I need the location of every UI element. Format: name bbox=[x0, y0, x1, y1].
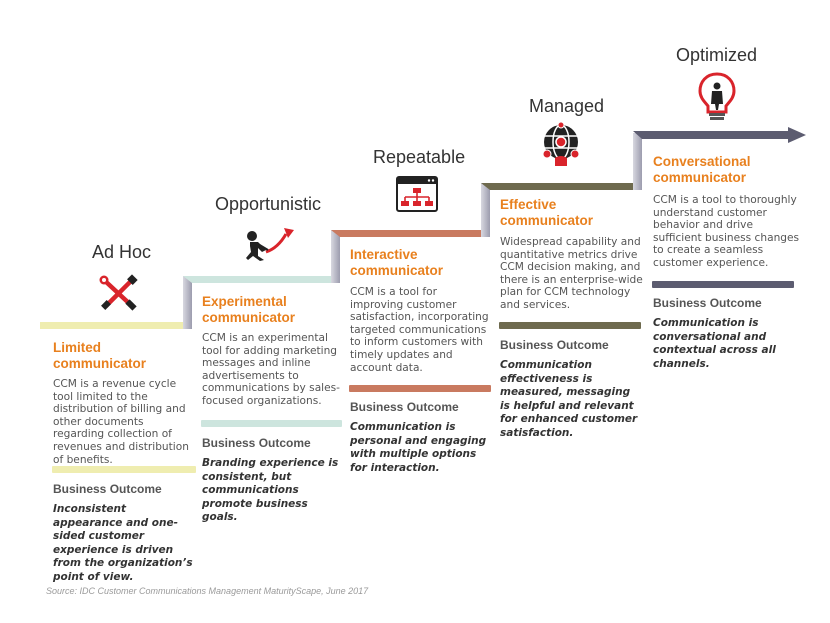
stage-5-title-line1: Conversational bbox=[653, 154, 751, 169]
step-2-tread bbox=[183, 276, 339, 283]
stage-2-bar bbox=[201, 420, 342, 427]
person-pulling-arrow-icon bbox=[244, 222, 300, 262]
stage-4-outcome: Communication effectiveness is measured, messaging is helpful and relevant for enhanced customer satisfaction. bbox=[500, 359, 638, 439]
stage-3-outcome-label: Business Outcome bbox=[350, 400, 459, 414]
stage-4-title-line2: communicator bbox=[500, 213, 594, 228]
step-5-arrow bbox=[633, 127, 806, 143]
stage-2-description: CCM is an experimental tool for adding marketing messages and inline advertisements to communications by sales-focused organizations. bbox=[202, 332, 340, 407]
source-note: Source: IDC Customer Communications Management MaturityScape, June 2017 bbox=[46, 586, 369, 596]
stage-2-outcome: Branding experience is consistent, but communications promote business goals. bbox=[202, 457, 339, 523]
stage-4-outcome-label: Business Outcome bbox=[500, 338, 609, 352]
stage-2-title-line2: communicator bbox=[202, 310, 296, 325]
lightbulb-person-icon bbox=[698, 72, 736, 122]
step-2-riser bbox=[331, 230, 340, 283]
stage-name-ad-hoc: Ad Hoc bbox=[92, 242, 152, 262]
step-3-tread bbox=[331, 230, 489, 237]
globe-network-person-icon bbox=[541, 122, 581, 166]
stage-1-description: CCM is a revenue cycle tool limited to the distribution of billing and other documents regarding collection of revenues and distribution of benefits. bbox=[53, 378, 189, 466]
stage-5-description: CCM is a tool to thoroughly understand customer behavior and drive sufficient business changes to create a seamless customer experience. bbox=[653, 194, 800, 269]
stage-5-bar bbox=[652, 281, 794, 288]
stage-4-bar bbox=[499, 322, 641, 329]
step-1-tread bbox=[40, 322, 192, 329]
stage-2-outcome-label: Business Outcome bbox=[202, 436, 311, 450]
stage-name-opportunistic: Opportunistic bbox=[215, 194, 322, 214]
stage-3-bar bbox=[349, 385, 491, 392]
stage-1-outcome-label: Business Outcome bbox=[53, 482, 162, 496]
step-3-riser bbox=[481, 183, 490, 237]
stage-3-outcome: Communication is personal and engaging with multiple options for interaction. bbox=[350, 421, 487, 474]
stage-1-outcome: Inconsistent appearance and one-sided customer experience is driven from the organization’s point of view. bbox=[53, 503, 193, 583]
browser-sitemap-icon bbox=[396, 176, 438, 212]
stage-4-title-line1: Effective bbox=[500, 197, 557, 212]
stage-4-title bbox=[500, 197, 593, 229]
tools-icon bbox=[98, 274, 140, 312]
step-4-tread bbox=[481, 183, 641, 190]
stage-1-bar bbox=[52, 466, 196, 473]
stage-1-title bbox=[53, 340, 146, 372]
stage-4-description: Widespread capability and quantitative metrics drive CCM decision making, and there is an enterprise-wide plan for CCM technology and services. bbox=[500, 236, 643, 311]
stage-2-title bbox=[202, 294, 295, 326]
step-4-riser bbox=[633, 133, 642, 190]
stage-3-title-line1: Interactive bbox=[350, 247, 418, 262]
stage-5-outcome: Communication is conversational and contextual across all channels. bbox=[653, 317, 776, 370]
step-1-riser bbox=[183, 276, 192, 329]
stage-name-repeatable: Repeatable bbox=[373, 147, 466, 167]
stage-1-title-line1: Limited bbox=[53, 340, 102, 355]
stage-1-title-line2: communicator bbox=[53, 356, 147, 371]
stage-5-outcome-label: Business Outcome bbox=[653, 296, 762, 310]
stage-2-title-line1: Experimental bbox=[202, 294, 287, 309]
stage-name-managed: Managed bbox=[529, 96, 605, 116]
stage-name-optimized: Optimized bbox=[676, 45, 758, 65]
stage-5-title-line2: communicator bbox=[653, 170, 747, 185]
stage-3-title bbox=[350, 247, 443, 279]
stage-3-description: CCM is a tool for improving customer satisfaction, incorporating targeted communications to inform customers with timely updates and account data. bbox=[350, 286, 489, 374]
stage-5-title bbox=[653, 154, 751, 186]
stage-3-title-line2: communicator bbox=[350, 263, 444, 278]
